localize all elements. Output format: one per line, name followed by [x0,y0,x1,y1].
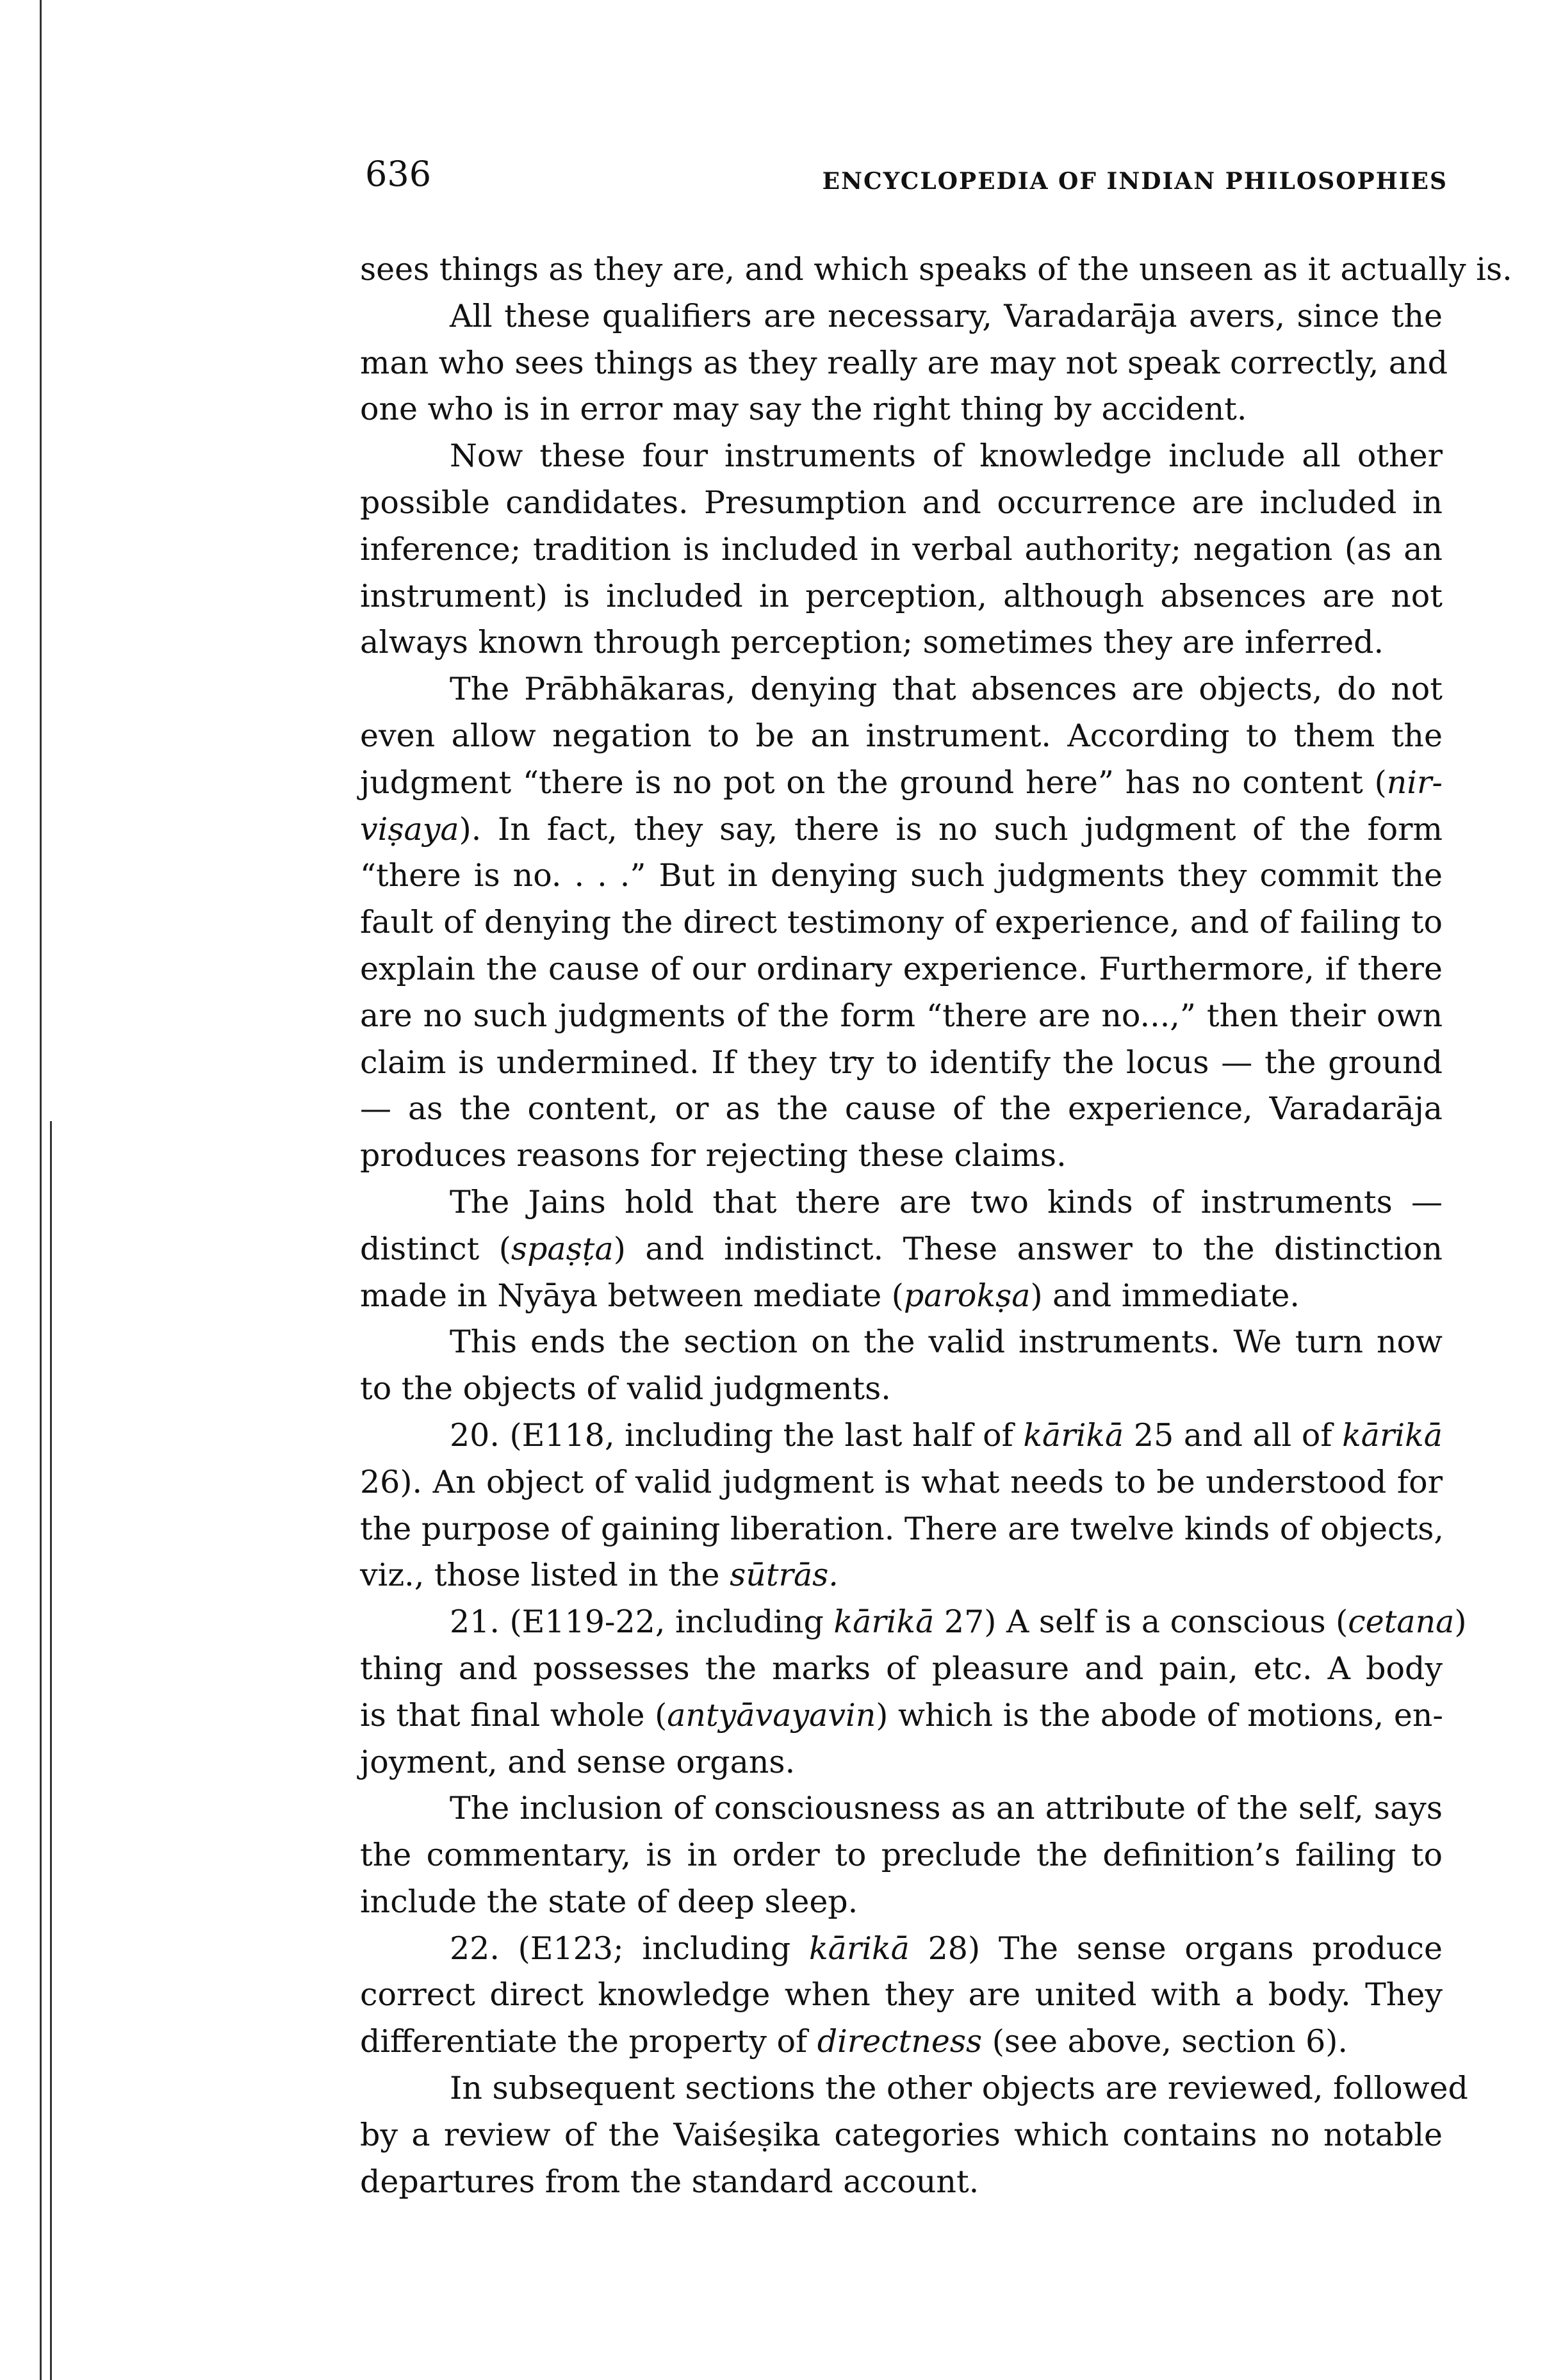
text-run: differentiate the property of [360,2023,817,2060]
text-run: 26). An object of valid judgment is what needs to be understood for [360,1463,1443,1500]
text-run: always known through perception; sometimes they are inferred. [360,624,1384,661]
text-line [360,340,1448,387]
text-line [360,1179,1443,1226]
text-run: The Jains hold that there are two kinds of instruments — [450,1183,1443,1220]
text-run: claim is undermined. If they try to identify the locus — the ground [360,1044,1443,1081]
text-line [360,1599,1467,1646]
italic-term: nir- [1386,764,1443,801]
text-run: the purpose of gaining liberation. There are twelve kinds of objects, [360,1510,1444,1547]
text-run: by a review of the Vaiśeṣika categories which contains no notable [360,2116,1443,2153]
text-line [360,1086,1443,1133]
italic-term: kārikā [808,1930,910,1967]
text-run: ) [1454,1604,1467,1641]
italic-term: sūtrās. [730,1557,839,1594]
text-line [360,1459,1443,1506]
text-line [360,760,1443,807]
text-run: 22. (E123; including [450,1930,809,1967]
text-run: explain the cause of our ordinary experience. Furthermore, if there [360,950,1443,987]
text-run: man who sees things as they really are may not speak correctly, and [360,344,1448,381]
text-line [360,527,1443,573]
italic-term: directness [817,2023,983,2060]
italic-term: kārikā [833,1604,935,1641]
text-line [360,853,1443,899]
italic-term: kārikā [1023,1416,1124,1454]
text-line [360,1226,1443,1273]
text-line [360,293,1443,340]
text-run: ) and indistinct. These answer to the distinction [613,1230,1443,1267]
text-run: distinct ( [360,1230,511,1267]
italic-term: viṣaya [360,810,459,848]
text-run: correct direct knowledge when they are united with a body. They [360,1976,1443,2014]
text-run: produces reasons for rejecting these claims. [360,1137,1067,1174]
text-line [360,1506,1443,1553]
text-line [360,1879,1443,1926]
text-run: to the objects of valid judgments. [360,1370,891,1407]
text-run: fault of denying the direct testimony of experience, and of failing to [360,904,1443,941]
text-line [360,993,1443,1040]
italic-term: kārikā [1342,1416,1443,1454]
text-line [360,1785,1443,1832]
running-head: ENCYCLOPEDIA OF INDIAN PHILOSOPHIES [822,168,1448,195]
text-run: one who is in error may say the right thing by accident. [360,391,1247,428]
text-run: (see above, section 6). [982,2023,1348,2060]
text-line [360,1832,1443,1879]
text-line [360,1319,1443,1366]
text-run: The Prābhākaras, denying that absences are objects, do not [450,671,1443,708]
binding-edge-line [40,0,42,2380]
text-line [360,1552,1443,1599]
text-run: — as the content, or as the cause of the experience, Varadarāja [360,1090,1443,1128]
text-run: departures from the standard account. [360,2163,979,2200]
text-run: 28) The sense organs produce [909,1930,1443,1967]
text-run: made in Nyāya between mediate ( [360,1277,904,1314]
text-run: 27) A self is a conscious ( [934,1604,1348,1641]
text-line [360,666,1443,713]
text-run: ) and immediate. [1030,1277,1300,1314]
text-run: include the state of deep sleep. [360,1883,858,1920]
text-run: thing and possesses the marks of pleasure and pain, etc. A body [360,1650,1443,1687]
text-run: viz., those listed in the [360,1557,730,1594]
italic-term: spaṣṭa [511,1230,614,1267]
text-line [360,433,1443,480]
text-line [360,713,1443,760]
text-line [360,1413,1443,1459]
text-line [360,2112,1443,2159]
text-line [360,1693,1443,1739]
text-run: In subsequent sections the other objects are reviewed, followed [450,2070,1468,2107]
text-line [360,480,1443,527]
text-run: 25 and all of [1124,1416,1343,1454]
text-line [360,807,1443,853]
text-run: is that final whole ( [360,1696,667,1734]
page-number: 636 [365,154,432,194]
text-run: The inclusion of consciousness as an attribute of the self, says [450,1790,1443,1827]
text-line [360,1040,1443,1087]
text-run: inference; tradition is included in verbal authority; negation (as an [360,530,1443,568]
text-run: possible candidates. Presumption and occurrence are included in [360,484,1443,521]
text-line [360,2159,1443,2206]
text-line [360,247,1512,293]
text-run: All these qualifiers are necessary, Varadarāja avers, since the [450,297,1443,334]
text-run: ). In fact, they say, there is no such judgment of the form [459,810,1443,848]
text-run: ) which is the abode of motions, en- [876,1696,1443,1734]
text-line [360,1739,1443,1786]
text-line [360,386,1443,433]
text-line [360,899,1443,946]
text-run: 21. (E119-22, including [450,1604,834,1641]
text-run: 20. (E118, including the last half of [450,1416,1024,1454]
italic-term: parokṣa [903,1277,1031,1314]
text-line [360,1926,1443,1973]
text-run: are no such judgments of the form “there are no...,” then their own [360,997,1443,1034]
text-line [360,620,1443,666]
text-run: judgment “there is no pot on the ground here” has no content ( [360,764,1387,801]
body-text [360,247,1512,2205]
text-line [360,2065,1468,2112]
text-run: Now these four instruments of knowledge include all other [450,438,1443,475]
text-line [360,1133,1443,1179]
text-line [360,2019,1443,2065]
text-run: even allow negation to be an instrument. According to them the [360,717,1443,754]
text-run: sees things as they are, and which speaks of the unseen as it actually is. [360,251,1512,288]
text-line [360,573,1443,620]
italic-term: antyāvayavin [667,1696,876,1734]
text-run: This ends the section on the valid instruments. We turn now [450,1324,1443,1361]
text-line [360,1273,1443,1320]
text-line [360,1366,1443,1413]
text-run: the commentary, is in order to preclude the definition’s failing to [360,1837,1443,1874]
text-run: joyment, and sense organs. [360,1743,796,1780]
text-line [360,946,1443,993]
text-run: instrument) is included in perception, although absences are not [360,577,1443,614]
binding-edge-line [50,1121,52,2380]
text-run: “there is no. . . .” But in denying such judgments they commit the [360,857,1443,894]
italic-term: cetana [1348,1604,1455,1641]
text-line [360,1646,1443,1693]
text-line [360,1972,1443,2019]
